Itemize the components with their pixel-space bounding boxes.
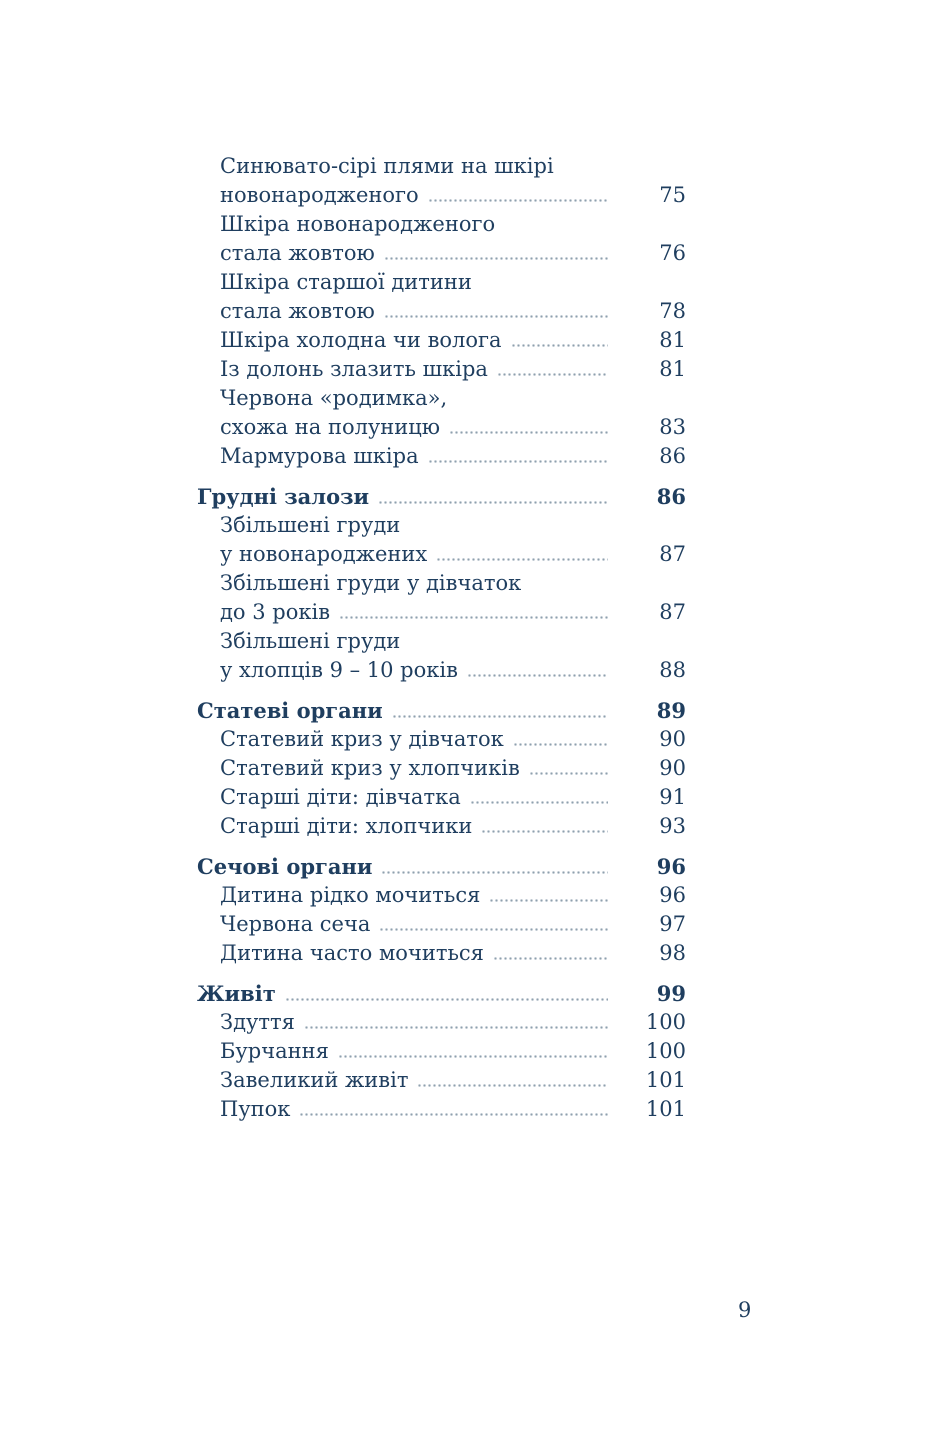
toc-section-header bbox=[197, 696, 686, 725]
toc-entry-line: Дитина часто мочиться bbox=[220, 941, 484, 965]
toc-entry-row bbox=[220, 881, 686, 910]
toc-entry bbox=[197, 355, 686, 384]
toc-entry-line: Дитина рідко мочиться bbox=[220, 883, 481, 907]
toc-entry-row bbox=[220, 540, 686, 569]
toc-entry-row bbox=[220, 239, 686, 268]
toc-entry-line: Шкіра новонародженого bbox=[220, 212, 496, 236]
dot-leader bbox=[381, 871, 608, 874]
toc-entry-row bbox=[220, 939, 686, 968]
toc-page-number: 87 bbox=[659, 542, 686, 566]
toc-entry-row bbox=[197, 696, 686, 725]
toc-page-number: 90 bbox=[659, 756, 686, 780]
toc-entry bbox=[197, 812, 686, 841]
dot-leader bbox=[417, 1084, 608, 1087]
toc-entry-line: Шкіра холодна чи волога bbox=[220, 328, 502, 352]
toc-group bbox=[197, 152, 686, 471]
toc-entry-row bbox=[220, 656, 686, 685]
toc-entry bbox=[197, 939, 686, 968]
dot-leader bbox=[285, 998, 608, 1001]
toc-group bbox=[197, 696, 686, 841]
toc-group bbox=[197, 979, 686, 1124]
toc-entry-line: до 3 років bbox=[220, 600, 331, 624]
toc-entry bbox=[197, 210, 686, 268]
toc-page-number: 81 bbox=[659, 357, 686, 381]
toc-entry-row bbox=[220, 725, 686, 754]
toc-entry-line: Збільшені груди bbox=[220, 629, 401, 653]
toc-entry-row bbox=[220, 910, 686, 939]
toc-entry-line: Синювато-сірі плями на шкірі bbox=[220, 154, 554, 178]
dot-leader bbox=[497, 373, 608, 376]
toc-entry-line: Червона «родимка», bbox=[220, 386, 448, 410]
toc-entry-row bbox=[220, 413, 686, 442]
dot-leader bbox=[339, 616, 608, 619]
toc-entry bbox=[197, 569, 686, 627]
toc-entry bbox=[197, 1008, 686, 1037]
toc-entry bbox=[197, 384, 686, 442]
toc-page-number: 75 bbox=[659, 183, 686, 207]
dot-leader bbox=[436, 558, 608, 561]
dot-leader bbox=[384, 257, 608, 260]
toc-entry-row bbox=[220, 754, 686, 783]
toc-page-number: 89 bbox=[656, 698, 686, 723]
toc-entry-line: новонародженого bbox=[220, 183, 419, 207]
toc-entry-row bbox=[197, 852, 686, 881]
toc-page-number: 91 bbox=[659, 785, 686, 809]
dot-leader bbox=[428, 199, 608, 202]
dot-leader bbox=[449, 431, 608, 434]
toc-page-number: 98 bbox=[659, 941, 686, 965]
toc-entry-row bbox=[220, 181, 686, 210]
toc-entry-row bbox=[220, 1095, 686, 1124]
toc-page-number: 87 bbox=[659, 600, 686, 624]
toc-page-number: 93 bbox=[659, 814, 686, 838]
toc-page-number: 100 bbox=[645, 1039, 686, 1063]
toc-page-number: 81 bbox=[659, 328, 686, 352]
toc-entry-row bbox=[220, 297, 686, 326]
dot-leader bbox=[304, 1026, 608, 1029]
dot-leader bbox=[489, 899, 608, 902]
toc-page-number: 86 bbox=[659, 444, 686, 468]
toc-entry-line: Статевий криз у хлопчиків bbox=[220, 756, 520, 780]
toc-page-number: 88 bbox=[659, 658, 686, 682]
toc-page-number: 101 bbox=[645, 1068, 686, 1092]
toc-entry-row bbox=[220, 1008, 686, 1037]
toc-entry bbox=[197, 725, 686, 754]
toc-page-number: 96 bbox=[659, 883, 686, 907]
dot-leader bbox=[378, 501, 608, 504]
toc-entry bbox=[197, 268, 686, 326]
toc-page-number: 96 bbox=[656, 854, 686, 879]
toc-entry-row bbox=[220, 326, 686, 355]
toc-entry-line: у новонароджених bbox=[220, 542, 428, 566]
toc-entry bbox=[197, 442, 686, 471]
dot-leader bbox=[481, 830, 608, 833]
toc-entry-line: Збільшені груди bbox=[220, 513, 401, 537]
toc-entry-line: Пупок bbox=[220, 1097, 291, 1121]
toc-entry-row bbox=[220, 442, 686, 471]
dot-leader bbox=[428, 460, 608, 463]
dot-leader bbox=[511, 344, 608, 347]
toc-entry-row bbox=[220, 598, 686, 627]
toc-entry bbox=[197, 627, 686, 685]
toc-entry-line: Старші діти: дівчатка bbox=[220, 785, 461, 809]
table-of-contents bbox=[197, 152, 686, 1124]
toc-group bbox=[197, 482, 686, 685]
page-folio: 9 bbox=[738, 1298, 752, 1322]
dot-leader bbox=[493, 957, 608, 960]
toc-entry bbox=[197, 754, 686, 783]
toc-section-header bbox=[197, 979, 686, 1008]
toc-entry-line: Збільшені груди у дівчаток bbox=[220, 571, 522, 595]
dot-leader bbox=[379, 928, 608, 931]
toc-entry bbox=[197, 1095, 686, 1124]
toc-entry-row bbox=[197, 979, 686, 1008]
toc-entry bbox=[197, 881, 686, 910]
toc-page-number: 76 bbox=[659, 241, 686, 265]
toc-page-number: 83 bbox=[659, 415, 686, 439]
toc-entry-line: Старші діти: хлопчики bbox=[220, 814, 473, 838]
toc-section-header bbox=[197, 482, 686, 511]
toc-page-number: 101 bbox=[645, 1097, 686, 1121]
toc-group bbox=[197, 852, 686, 968]
toc-entry bbox=[197, 1066, 686, 1095]
toc-entry-row bbox=[220, 812, 686, 841]
toc-page-number: 86 bbox=[656, 484, 686, 509]
dot-leader bbox=[513, 743, 608, 746]
toc-entry-line: Бурчання bbox=[220, 1039, 329, 1063]
toc-entry-row bbox=[197, 482, 686, 511]
toc-section-title: Грудні залози bbox=[197, 484, 370, 509]
toc-entry-row bbox=[220, 1066, 686, 1095]
toc-entry-line: Здуття bbox=[220, 1010, 295, 1034]
toc-page-number: 100 bbox=[645, 1010, 686, 1034]
toc-section-header bbox=[197, 852, 686, 881]
dot-leader bbox=[392, 715, 608, 718]
dot-leader bbox=[338, 1055, 608, 1058]
toc-section-title: Живіт bbox=[197, 981, 276, 1006]
toc-entry bbox=[197, 1037, 686, 1066]
toc-entry-row bbox=[220, 355, 686, 384]
toc-page-number: 97 bbox=[659, 912, 686, 936]
toc-entry-line: Мармурова шкіра bbox=[220, 444, 419, 468]
toc-entry bbox=[197, 152, 686, 210]
toc-entry-line: Червона сеча bbox=[220, 912, 371, 936]
toc-entry-line: Із долонь злазить шкіра bbox=[220, 357, 488, 381]
toc-section-title: Статеві органи bbox=[197, 698, 383, 723]
toc-page-number: 90 bbox=[659, 727, 686, 751]
toc-entry bbox=[197, 326, 686, 355]
toc-page-number: 99 bbox=[656, 981, 686, 1006]
toc-page-number: 78 bbox=[659, 299, 686, 323]
dot-leader bbox=[470, 801, 608, 804]
toc-entry bbox=[197, 511, 686, 569]
toc-entry-line: Статевий криз у дівчаток bbox=[220, 727, 504, 751]
dot-leader bbox=[467, 674, 608, 677]
dot-leader bbox=[529, 772, 608, 775]
toc-entry-row bbox=[220, 783, 686, 812]
toc-entry-row bbox=[220, 1037, 686, 1066]
toc-entry-line: стала жовтою bbox=[220, 241, 375, 265]
dot-leader bbox=[299, 1113, 608, 1116]
toc-entry-line: схожа на полуницю bbox=[220, 415, 441, 439]
toc-entry bbox=[197, 783, 686, 812]
toc-entry-line: стала жовтою bbox=[220, 299, 375, 323]
toc-entry-line: у хлопців 9 – 10 років bbox=[220, 658, 458, 682]
toc-entry-line: Шкіра старшої дитини bbox=[220, 270, 472, 294]
dot-leader bbox=[384, 315, 608, 318]
toc-entry bbox=[197, 910, 686, 939]
toc-entry-line: Завеликий живіт bbox=[220, 1068, 409, 1092]
toc-section-title: Сечові органи bbox=[197, 854, 373, 879]
